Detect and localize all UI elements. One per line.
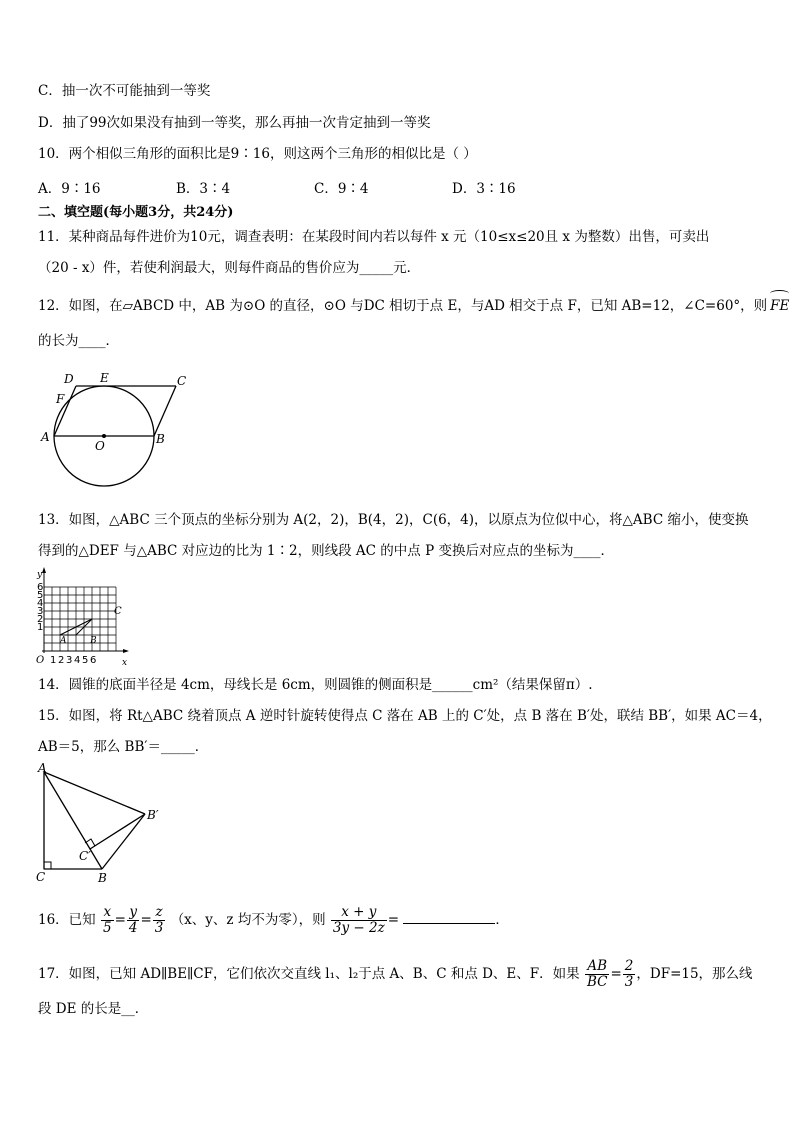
q11-line2: （20 - x）件，若使利润最大，则每件商品的售价应为_____元． — [38, 260, 421, 276]
q15-figure — [34, 760, 174, 886]
q12-line2: 的长为____． — [38, 333, 119, 349]
q10-stem: 10．两个相似三角形的面积比是9∶16，则这两个三角形的相似比是（ ） — [38, 146, 477, 162]
center-point — [102, 434, 106, 438]
y-tick-5: 5 — [37, 590, 44, 601]
q13-figure — [34, 565, 144, 669]
y-tick-3: 3 — [37, 606, 44, 617]
fraction-z-3: $\frac{z}{3}$ — [154, 904, 164, 936]
q12-arc-label: FE — [770, 297, 789, 315]
arc-mark — [770, 290, 789, 297]
q17-part2: ，DF=15，那么线 — [636, 966, 753, 982]
y-arrow — [42, 567, 46, 573]
label-c-prime: C′ — [79, 849, 91, 863]
q16-suffix: ． — [495, 912, 509, 928]
segment-c-prime-b-prime — [90, 814, 145, 849]
q17-part1: 17．如图，已知 AD∥BE∥CF，它们依次交直线 l₁、l₂于点 A、B、C 和点 D、E、F．如果 — [38, 966, 580, 982]
side-ab-prime — [44, 772, 145, 814]
q16-line: 16．已知 $\frac{x}{5}$ = $\frac{y}{4}$ = $\frac{z}{3}$ （x、y、z 均不为零），则 $\frac{x + y}{3y - 2z}$ = ． — [38, 904, 509, 936]
q13-line2: 得到的△DEF 与△ABC 对应边的比为 1∶2，则线段 AC 的中点 P 变换后对应点的坐标为____． — [38, 543, 614, 559]
q13-line1: 13．如图，△ABC 三个顶点的坐标分别为 A(2，2)，B(4，2)，C(6，4)，以原点为位似中心，将△ABC 缩小，使变换 — [38, 512, 749, 528]
q10-option-a: A．9∶16 — [38, 181, 101, 197]
y-tick-6: 6 — [37, 582, 44, 593]
grid — [44, 587, 116, 651]
fraction-2-3: $\frac{2}{3}$ — [624, 958, 634, 990]
fraction-expression: $\frac{x + y}{3y - 2z}$ — [332, 904, 385, 936]
label-a: A — [41, 430, 50, 444]
answer-blank — [403, 909, 495, 924]
x-arrow — [123, 649, 129, 653]
y-tick-4: 4 — [37, 598, 44, 609]
point-c-label: C — [114, 606, 122, 617]
label-o: O — [95, 439, 105, 453]
section-title: 二、填空题(每小题3分，共24分) — [38, 205, 234, 220]
segment-bb-prime — [102, 814, 145, 869]
x-tick-6: 6 — [90, 655, 97, 666]
q17-line1: 17．如图，已知 AD∥BE∥CF，它们依次交直线 l₁、l₂于点 A、B、C 和点 D、E、F．如果 $\frac{AB}{BC}$ = $\frac{2}{3}$ ，DF=15，那么线 — [38, 958, 753, 990]
side-ab — [44, 772, 102, 869]
label-b: B — [156, 432, 165, 446]
axis-x-label: x — [122, 658, 128, 668]
fraction-x-5: $\frac{x}{5}$ — [102, 904, 112, 936]
label-c: C — [177, 374, 187, 388]
label-d: D — [64, 372, 74, 386]
label-b: B — [98, 871, 107, 885]
right-angle-c-prime — [85, 839, 95, 846]
q15-line1: 15．如图，将 Rt△ABC 绕着顶点 A 逆时针旋转使得点 C 落在 AB 上的 C′处，点 B 落在 B′处，联结 BB′，如果 AC＝4， — [38, 708, 772, 724]
q12-figure — [38, 370, 198, 492]
point-a-label: A — [60, 636, 67, 646]
x-tick-2: 2 — [58, 655, 65, 666]
q14-text: 14．圆锥的底面半径是 4cm，母线长是 6cm，则圆锥的侧面积是______cm²（结果保留π）. — [38, 677, 593, 693]
q10-option-c: C．9∶4 — [314, 181, 369, 197]
q11-line1: 11．某种商品每件进价为10元，调查表明：在某段时间内若以每件 x 元（10≤x≤20且 x 为整数）出售，可卖出 — [38, 229, 710, 245]
q12-line1 — [38, 297, 789, 315]
x-tick-5: 5 — [82, 655, 89, 666]
y-tick-1: 1 — [37, 622, 44, 633]
point-b-label: B — [90, 636, 97, 646]
q16-prefix: 16．已知 — [38, 912, 96, 928]
axis-y-label: y — [37, 570, 43, 580]
q10-option-b: B．3∶4 — [176, 181, 231, 197]
label-b-prime: B′ — [147, 808, 159, 822]
q9-option-d: D．抽了99次如果没有抽到一等奖，那么再抽一次肯定抽到一等奖 — [38, 115, 431, 131]
side-cb — [154, 386, 176, 436]
label-c: C — [36, 870, 46, 884]
q15-line2: AB＝5，那么 BB′＝_____． — [38, 739, 209, 755]
label-e: E — [100, 371, 109, 385]
origin-label: O — [36, 655, 45, 666]
y-tick-2: 2 — [37, 614, 44, 625]
q9-option-c: C．抽一次不可能抽到一等奖 — [38, 83, 211, 99]
right-angle-c — [44, 862, 51, 869]
q16-condition: （x、y、z 均不为零），则 — [170, 912, 326, 928]
label-f: F — [56, 392, 65, 406]
q17-line2: 段 DE 的长是__． — [38, 1001, 149, 1017]
x-tick-4: 4 — [74, 655, 81, 666]
q12-text: 12．如图，在▱ABCD 中，AB 为⊙O 的直径，⊙O 与DC 相切于点 E，与AD 相交于点 F，已知 AB=12，∠C=60°，则 — [38, 298, 768, 314]
fraction-ab-bc: $\frac{AB}{BC}$ — [586, 958, 608, 990]
fraction-y-4: $\frac{y}{4}$ — [128, 904, 138, 936]
x-tick-1: 1 — [50, 655, 57, 666]
label-a: A — [38, 761, 47, 775]
x-tick-3: 3 — [66, 655, 73, 666]
q10-option-d: D．3∶16 — [452, 181, 516, 197]
